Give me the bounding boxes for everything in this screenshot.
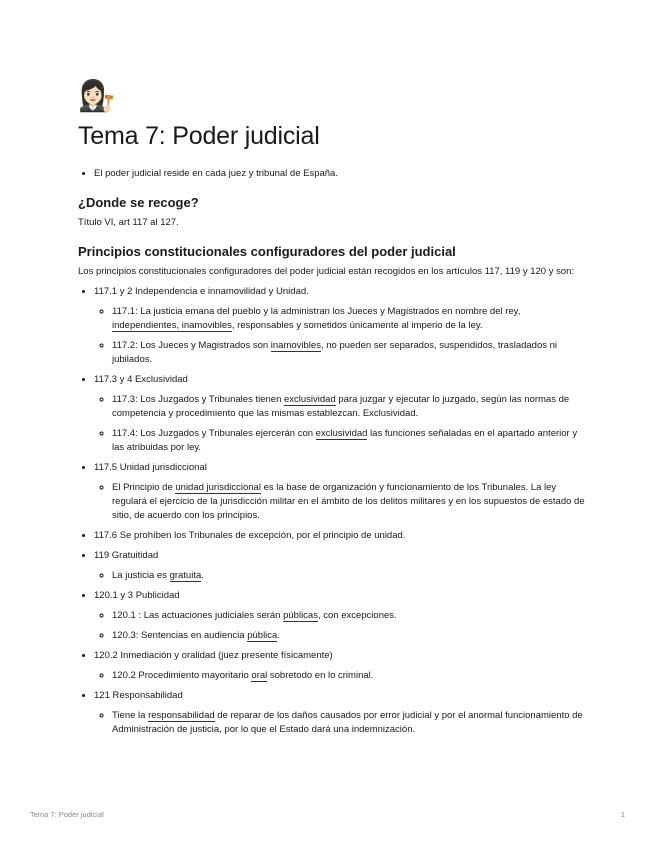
subitem-text: es la base de organización y funcionamiento de los Tribunales. La ley regulará el ejercicio de la jurisdicción militar en el ámbito de los delitos militares y en los supuestos de estado de sitio, de acuerdo con los principios. (112, 482, 585, 521)
intro-bullet: • El poder judicial reside en cada juez y tribunal de España. (94, 167, 588, 181)
underlined-term: gratuita (169, 570, 202, 581)
section-heading-principios: Principios constitucionales configuradores del poder judicial (78, 244, 456, 259)
page-title: Tema 7: Poder judicial (78, 122, 320, 150)
principle-label: 119 Gratuitidad (94, 550, 159, 561)
footer-page-number: 1 (620, 810, 625, 819)
underlined-term: inamovibles (270, 340, 321, 351)
principle-item (94, 373, 588, 455)
underlined-term: responsabilidad (148, 710, 215, 721)
principle-sublist (94, 393, 588, 455)
underlined-term: unidad jurisdiccional (175, 482, 261, 493)
underlined-term: exclusividad (315, 428, 368, 439)
subitem-text: . (277, 630, 280, 641)
principle-label: 117.6 Se prohíben los Tribunales de excepción, por el principio de unidad. (94, 530, 406, 541)
principle-sublist (94, 569, 588, 583)
principle-subitem (112, 629, 588, 643)
subitem-text: Tiene la (112, 710, 149, 721)
subitem-text: 117.1: La justicia emana del pueblo y la administran los Jueces y Magistrados en nombre del rey, (112, 306, 521, 317)
section-heading-donde: ¿Donde se recoge? (78, 195, 199, 210)
principle-sublist (94, 669, 588, 683)
principle-label: 120.1 y 3 Publicidad (94, 590, 180, 601)
principle-subitem (112, 305, 588, 333)
principle-item (94, 461, 588, 523)
principle-sublist (94, 305, 588, 367)
principle-label: 120.2 Inmediación y oralidad (juez presente físicamente) (94, 650, 333, 661)
section-intro-principios: Los principios constitucionales configuradores del poder judicial están recogidos en los artículos 117, 119 y 120 y son: (78, 266, 575, 277)
principles-list (78, 285, 588, 737)
document-page (78, 80, 588, 743)
subitem-text: El Principio de (112, 482, 176, 493)
subitem-text: 117.2: Los Jueces y Magistrados son (112, 340, 271, 351)
principle-item (94, 689, 588, 737)
principle-subitem (112, 669, 588, 683)
subitem-text: La justicia es (112, 570, 170, 581)
subitem-text: sobretodo en lo criminal. (267, 670, 374, 681)
underlined-term: exclusividad (284, 394, 336, 405)
principle-item (94, 529, 588, 543)
subitem-text: 120.3: Sentencias en audiencia (112, 630, 248, 641)
underlined-term: públicas (283, 610, 318, 621)
principle-subitem (112, 339, 588, 367)
underlined-term: oral (251, 670, 268, 681)
principle-label: 117.3 y 4 Exclusividad (94, 374, 188, 385)
subitem-text: . (201, 570, 204, 581)
principle-sublist (94, 709, 588, 737)
subitem-text: de reparar de los daños causados por error judicial y por el anormal funcionamiento de Administración de justicia, por lo que el Estado dará una indemnización. (112, 710, 583, 735)
principle-sublist (94, 481, 588, 523)
subitem-text: 117.4: Los Juzgados y Tribunales ejercerán con (112, 428, 316, 439)
principle-subitem (112, 609, 588, 623)
subitem-text: 120.2 Procedimiento mayoritario (112, 670, 252, 681)
principle-subitem (112, 569, 588, 583)
judge-emoji-icon: 👩🏻‍⚖️ (78, 80, 116, 113)
principle-item (94, 589, 588, 643)
underlined-term: pública (247, 630, 278, 641)
underlined-term: independientes, inamovibles (112, 320, 232, 331)
principle-item (94, 649, 588, 683)
subitem-text: las funciones señaladas en el apartado anterior y las atribuidas por ley. (112, 428, 578, 453)
subitem-text: , con excepciones. (317, 610, 397, 621)
subitem-text: , responsables y sometidos únicamente al imperio de la ley. (231, 320, 483, 331)
principle-subitem (112, 481, 588, 523)
principle-item (94, 549, 588, 583)
subitem-text: 117.3: Los Juzgados y Tribunales tienen (112, 394, 284, 405)
principle-label: 117.5 Unidad jurisdiccional (94, 462, 207, 473)
section-text-donde: Título VI, art 117 al 127. (78, 217, 179, 228)
principle-item (94, 285, 588, 367)
subitem-text: 120.1 : Las actuaciones judiciales serán (112, 610, 284, 621)
subitem-text: para juzgar y ejecutar lo juzgado, según las normas de competencia y procedimiento que las mismas establezcan. Exclusividad. (112, 394, 570, 419)
subitem-text: , no pueden ser separados, suspendidos, trasladados ni jubilados. (112, 340, 558, 365)
principle-subitem (112, 393, 588, 421)
principle-label: 117.1 y 2 Independencia e innamovilidad y Unidad. (94, 286, 309, 297)
principle-subitem (112, 709, 588, 737)
principle-sublist (94, 609, 588, 643)
principle-subitem (112, 427, 588, 455)
principle-label: 121 Responsabilidad (94, 690, 183, 701)
intro-list (78, 167, 588, 181)
footer-title: Tema 7: Poder judicial (30, 810, 104, 819)
